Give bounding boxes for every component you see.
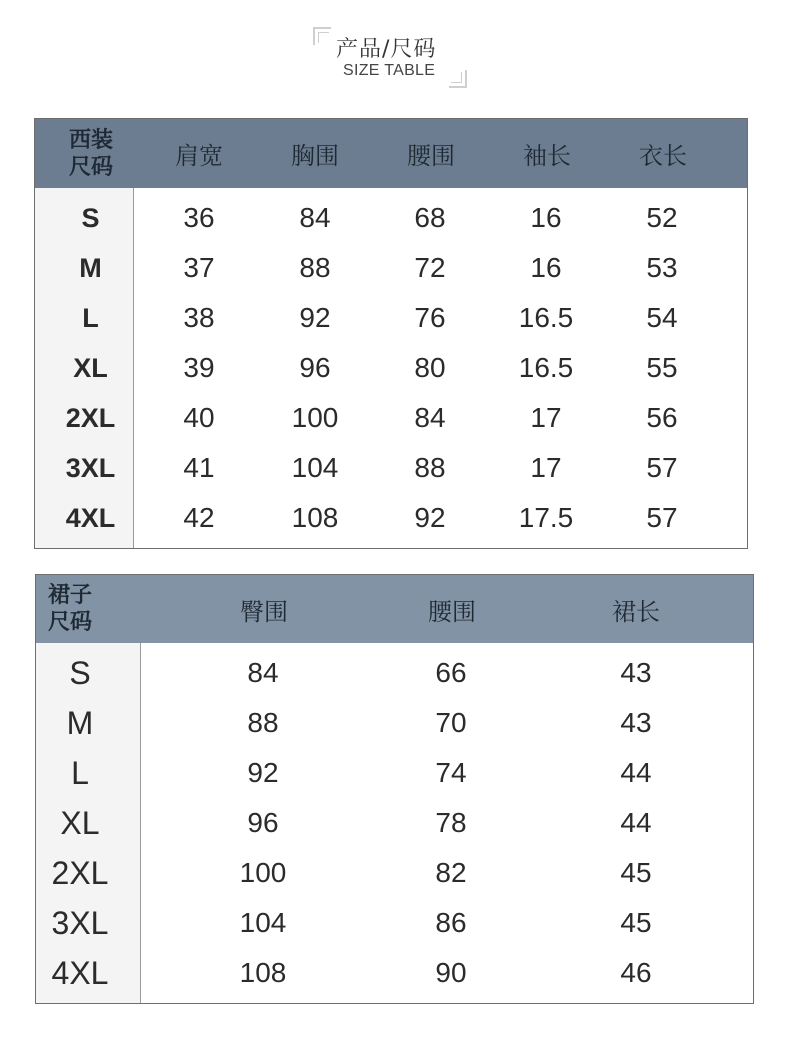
- size-label: 4XL: [51, 954, 109, 991]
- measurement-cell: 56: [646, 402, 678, 433]
- measurement-cell: 78: [435, 807, 467, 838]
- measurement-cell: 57: [646, 502, 678, 533]
- measurement-cell: 43: [620, 657, 652, 688]
- page-header: [0, 0, 790, 100]
- measurement-cell: 84: [247, 657, 279, 688]
- measurement-cell: 41: [183, 452, 215, 483]
- table-row: [35, 193, 747, 243]
- table-row: [36, 698, 753, 748]
- measurement-cell: 84: [414, 402, 446, 433]
- measurement-cell: 17.5: [518, 502, 574, 533]
- measurement-cell: 82: [435, 857, 467, 888]
- measurement-cell: 40: [183, 402, 215, 433]
- table-row: [35, 293, 747, 343]
- measurement-cell: 44: [620, 807, 652, 838]
- size-label: 3XL: [51, 904, 109, 941]
- corner-bracket-top-left: [313, 27, 331, 45]
- measurement-cell: 80: [414, 352, 446, 383]
- measurement-cell: 96: [247, 807, 279, 838]
- measurement-cell: 45: [620, 857, 652, 888]
- measurement-cell: 17: [530, 452, 562, 483]
- measurement-cell: 86: [435, 907, 467, 938]
- size-label: 2XL: [51, 854, 109, 891]
- size-label: 2XL: [65, 402, 116, 433]
- skirt-corner-label: [48, 575, 92, 643]
- measurement-cell: 100: [291, 402, 339, 433]
- measurement-cell: 16: [530, 252, 562, 283]
- table-row: [35, 443, 747, 493]
- skirt-table-header: [36, 575, 753, 643]
- measurement-cell: 44: [620, 757, 652, 788]
- size-label: XL: [73, 352, 108, 383]
- measurement-cell: 16.5: [518, 302, 574, 333]
- title-english: SIZE TABLE: [343, 62, 436, 79]
- suit-col-header: 肩宽: [175, 142, 223, 170]
- skirt-col-header: 臀围: [240, 597, 288, 626]
- measurement-cell: 17: [530, 402, 562, 433]
- measurement-cell: 104: [239, 907, 287, 938]
- measurement-cell: 52: [646, 202, 678, 233]
- suit-corner-line1: 西装: [69, 127, 114, 153]
- measurement-cell: 36: [183, 202, 215, 233]
- measurement-cell: 54: [646, 302, 678, 333]
- measurement-cell: 53: [646, 252, 678, 283]
- measurement-cell: 57: [646, 452, 678, 483]
- table-row: [36, 748, 753, 798]
- measurement-cell: 88: [414, 452, 446, 483]
- measurement-cell: 88: [299, 252, 331, 283]
- suit-table-body: [35, 188, 747, 548]
- size-label: M: [79, 252, 102, 283]
- measurement-cell: 72: [414, 252, 446, 283]
- size-label: 3XL: [65, 452, 116, 483]
- size-label: L: [71, 754, 89, 791]
- measurement-cell: 45: [620, 907, 652, 938]
- table-row: [36, 898, 753, 948]
- size-label: S: [81, 202, 100, 233]
- table-row: [36, 798, 753, 848]
- measurement-cell: 92: [414, 502, 446, 533]
- suit-col-header: 腰围: [407, 142, 455, 170]
- measurement-cell: 16.5: [518, 352, 574, 383]
- measurement-cell: 39: [183, 352, 215, 383]
- measurement-cell: 88: [247, 707, 279, 738]
- measurement-cell: 37: [183, 252, 215, 283]
- skirt-col-header: 腰围: [428, 597, 476, 626]
- suit-corner-line2: 尺码: [69, 154, 114, 180]
- measurement-cell: 76: [414, 302, 446, 333]
- size-label: 4XL: [65, 502, 116, 533]
- table-row: [35, 493, 747, 543]
- suit-col-header: 衣长: [639, 142, 687, 170]
- measurement-cell: 108: [239, 957, 287, 988]
- measurement-cell: 84: [299, 202, 331, 233]
- suit-size-table: [34, 118, 748, 549]
- size-label: M: [66, 704, 94, 741]
- measurement-cell: 100: [239, 857, 287, 888]
- measurement-cell: 70: [435, 707, 467, 738]
- table-row: [35, 243, 747, 293]
- measurement-cell: 108: [291, 502, 339, 533]
- measurement-cell: 74: [435, 757, 467, 788]
- suit-table-header: [35, 119, 747, 188]
- corner-bracket-bottom-right: [449, 70, 467, 88]
- measurement-cell: 104: [291, 452, 339, 483]
- table-row: [35, 343, 747, 393]
- suit-col-header: 胸围: [291, 142, 339, 170]
- measurement-cell: 42: [183, 502, 215, 533]
- measurement-cell: 43: [620, 707, 652, 738]
- suit-col-header: 袖长: [523, 142, 571, 170]
- skirt-corner-line2: 尺码: [48, 610, 93, 635]
- skirt-table-body: [36, 643, 753, 1003]
- table-row: [36, 948, 753, 998]
- skirt-col-header: 裙长: [612, 597, 660, 626]
- suit-corner-label: [69, 119, 113, 188]
- title-chinese: 产品/尺码: [336, 37, 437, 62]
- table-row: [36, 848, 753, 898]
- measurement-cell: 96: [299, 352, 331, 383]
- measurement-cell: 90: [435, 957, 467, 988]
- measurement-cell: 68: [414, 202, 446, 233]
- measurement-cell: 66: [435, 657, 467, 688]
- measurement-cell: 92: [247, 757, 279, 788]
- table-row: [35, 393, 747, 443]
- measurement-cell: 16: [530, 202, 562, 233]
- measurement-cell: 55: [646, 352, 678, 383]
- size-label: L: [82, 302, 99, 333]
- measurement-cell: 92: [299, 302, 331, 333]
- skirt-size-table: [35, 574, 754, 1004]
- measurement-cell: 38: [183, 302, 215, 333]
- skirt-corner-line1: 裙子: [48, 583, 93, 608]
- measurement-cell: 46: [620, 957, 652, 988]
- size-label: S: [69, 654, 91, 691]
- size-label: XL: [60, 804, 100, 841]
- table-row: [36, 648, 753, 698]
